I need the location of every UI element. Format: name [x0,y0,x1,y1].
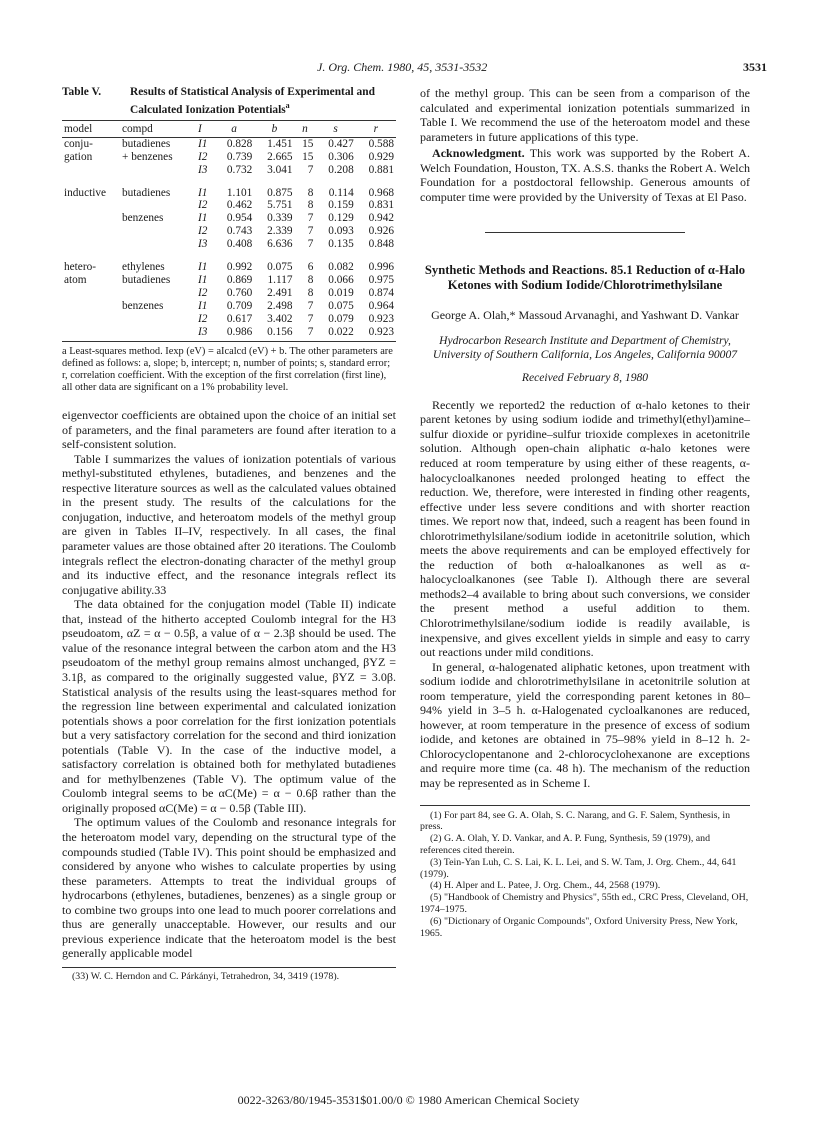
cell-b: 0.075 [267,261,293,274]
cell-s: 0.306 [328,150,354,163]
table-row [62,238,396,251]
cell-a: 0.828 [226,137,253,150]
cell-b: 1.451 [267,137,293,150]
right-continuation-paragraph: of the methyl group. This can be seen from a comparison of the calculated and experimental ionization potentials summarized in Table I. We recommend the use of the heteroatom model and these parameters in future applications of this type. [420,86,750,144]
cell-n: 7 [295,326,316,342]
cell-compd [120,326,196,342]
table-v-body [62,137,396,342]
cell-i: I2 [198,286,208,299]
cell-model [62,199,120,212]
cell-compd: butadienes [122,186,171,199]
acknowledgment-heading: Acknowledgment. [432,146,525,161]
cell-r: 0.929 [368,150,394,163]
page-number: 3531 [743,60,767,74]
cell-i: I1 [198,212,208,225]
table-v-label: Table V. [62,86,102,98]
table-v-caption [62,86,396,117]
cell-i: I2 [198,150,208,163]
cell-a: 0.709 [226,299,253,312]
col-header-n: n [295,120,316,137]
table-row [62,251,396,274]
cell-a: 0.760 [226,286,253,299]
cell-n: 8 [307,199,314,212]
table-v-header-row [62,120,396,137]
cell-b: 6.636 [267,238,293,251]
cell-model [62,212,120,225]
cell-b: 1.117 [267,273,293,286]
cell-b: 3.041 [267,163,293,176]
cell-n: 7 [307,238,314,251]
cell-r: 0.923 [356,326,396,342]
col-header-b: b [254,120,294,137]
table-row [62,212,396,225]
cell-r: 0.881 [368,163,394,176]
footnote-2: (2) G. A. Olah, Y. D. Vankar, and A. P. Fung, Synthesis, 59 (1979), and references cited therein. [420,833,711,856]
right-paragraph-1: Recently we reported2 the reduction of α-halo ketones to their parent ketones by using sodium iodide and trimethyl(ethyl)amine–sulfur dioxide or pyridine–sulfur trioxide complexes in acetonitrile solution. Although open-chain aliphatic α-halo ketones were reduced at room temperature by using either of these reagents, α-halocycloalkanones needed prolonged heating to effect the reduction. We, therefore, were interested in finding other reagents, effective under less severe conditions and with shorter reaction times. We report now that, indeed, such a reagent has been found in chlorotrimethylsilane/sodium iodide in acetonitrile solution, which meets the above requirements and can be employed effectively for the reduction of both α-haloalkanones as well as α-halocycloalkanones (see Table I). Although there are several methods2–4 available to bring about such conversions, we consider the present method a useful addition to them. Chlorotrimethylsilane/sodium iodide is readily available, is inexpensive, and gives excellent yields in simple and easy to carry out reactions under mild conditions. [420,397,750,660]
left-paragraph-4: The optimum values of the Coulomb and resonance integrals for the heteroatom model vary, depending on the structural type of the compounds studied (Table IV). This point should be emphasized and considered by anyone who wishes to calculate properties by using these parameters. Attempts to treat the individual groups of hydrocarbons (ethylenes, butadienes, benzenes) as a single group or to combine two groups into one lead to much poorer correlations and thus are generally unacceptable. However, our results and our previous experience indicate that the heteroatom model is the best generally applicable model [62,815,396,961]
cell-model [62,287,120,300]
cell-a: 0.462 [226,199,253,212]
cell-a: 0.732 [226,163,253,176]
cell-compd: butadienes [122,273,171,286]
cell-r: 0.996 [368,261,394,274]
cell-compd [120,164,196,177]
cell-i: I3 [198,163,208,176]
cell-r: 0.964 [368,299,394,312]
cell-i: I2 [198,199,208,212]
cell-n: 8 [307,273,314,286]
col-header-model: model [62,120,120,137]
cell-model [62,326,120,342]
cell-i: I3 [196,326,214,342]
cell-r: 0.975 [368,273,394,286]
cell-s: 0.079 [328,312,354,325]
article-authors: George A. Olah,* Massoud Arvanaghi, and Yashwant D. Vankar [431,308,739,323]
cell-n: 8 [307,286,314,299]
received-date: Received February 8, 1980 [521,370,649,384]
table-v-title-note-mark: a [285,101,290,110]
cell-a: 0.869 [226,273,253,286]
cell-r: 0.926 [368,225,394,238]
footnote-1: (1) For part 84, see G. A. Olah, S. C. Narang, and G. F. Salem, Synthesis, in press. [420,809,731,833]
cell-s: 0.082 [328,261,354,274]
cell-b: 2.491 [267,286,293,299]
table-v-title: Results of Statistical Analysis of Experimental and Calculated Ionization Potentials$^a$ [130,86,375,116]
left-paragraph-1: eigenvector coefficients are obtained upon the choice of an initial set of parameters, and the final parameters are found after iteration to a self-consistent solution. [62,408,396,452]
cell-model: inductive [64,186,107,199]
cell-model: hetero- [64,261,96,274]
cell-compd [120,238,196,251]
cell-i: I1 [198,186,208,199]
right-paragraph-2: In general, α-halogenated aliphatic ketones, upon treatment with sodium iodide and chlorotrimethylsilane in acetonitrile solution at room temperature, yield the corresponding parent ketones in 80–94% yield in 3–5 h. α-Halogenated cycloalkanones are reduced, however, at room temperature in the presence of excess of sodium iodide, and ketones are obtained in 75–98% yield in 8–12 h. 2-Chlorocyclopentanone and 2-chlorocyclohexanone are exceptions and require more time (ca. 48 h). The mechanism of the reduction may be represented as in Scheme I. [420,659,750,790]
running-head: J. Org. Chem. 1980, 45, 3531-3532 [317,60,488,74]
cell-r: 0.923 [368,312,394,325]
cell-r: 0.874 [368,286,394,299]
cell-a: 0.743 [226,225,253,238]
table-v [62,120,396,343]
cell-a: 0.617 [226,312,253,325]
cell-n: 15 [302,150,314,163]
cell-compd: butadienes [122,137,171,150]
cell-s: 0.022 [315,326,355,342]
cell-r: 0.942 [368,212,394,225]
article-affiliation: Hydrocarbon Research Institute and Department of Chemistry, University of Southern California, Los Angeles, California 90007 [432,334,738,361]
table-row [62,287,396,300]
cell-r: 0.848 [368,238,394,251]
table-row [62,313,396,326]
cell-n: 7 [307,312,314,325]
cell-compd: + benzenes [122,150,173,163]
cell-a: 0.992 [226,261,253,274]
cell-a: 0.739 [226,150,253,163]
left-footnote-rule [62,967,396,968]
cell-r: 0.588 [368,137,394,150]
cell-model: gation [64,150,93,163]
right-column [420,86,750,939]
cell-s: 0.129 [328,212,354,225]
footnote-6: (6) "Dictionary of Organic Compounds", Oxford University Press, New York, 1965. [420,915,738,939]
table-row [62,177,396,200]
cell-compd [120,199,196,212]
table-row [62,326,396,342]
cell-model [62,225,120,238]
cell-s: 0.159 [328,199,354,212]
cell-i: I3 [198,238,208,251]
right-footnote-rule [420,805,750,806]
cell-i: I1 [198,137,208,150]
col-header-s: s [315,120,355,137]
cell-s: 0.114 [328,186,354,199]
cell-s: 0.427 [328,137,354,150]
cell-n: 15 [302,137,314,150]
col-header-a: a [214,120,254,137]
cell-compd [120,287,196,300]
cell-i: I1 [198,273,208,286]
table-row [62,274,396,287]
cell-r: 0.968 [368,186,394,199]
left-paragraph-2: Table I summarizes the values of ionization potentials of various methyl-substituted ethylenes, butadienes, and benzenes and the respective literature sources as well as the calculated values obtained in the present study. The results of the calculations for the conjugation, inductive, and heteroatom models of the methyl group are given in Tables II–IV, respectively. In all cases, the final parameter values are those obtained after 20 iterations. The Coulomb integrals reflect the electron-donating character of the methyl group and its inductive effect, and the resonance integrals reflect its conjugative ability.33 [62,451,396,597]
cell-n: 8 [307,186,314,199]
cell-b: 0.875 [267,186,293,199]
cell-s: 0.066 [328,273,354,286]
article-title: Synthetic Methods and Reactions. 85.1 Reduction of α-Halo Ketones with Sodium Iodide/Chlorotrimethylsilane [424,263,746,292]
left-paragraph-3: The data obtained for the conjugation model (Table II) indicate that, instead of the hitherto accepted Coulomb integral for the H3 pseudoatom, αZ = α − 0.5β, a value of α − 2.3β should be used. The value of the resonance integral between the carbon atom and the H3 pseudoatom of the methyl group remains almost unchanged, βYZ = 3.1β, as compared to the originally suggested value, βYZ = 3.0β. Statistical analysis of the results using the least-squares method for the regression line between experimental and calculated ionization potentials shows a poor correlation for the first ionization potentials but a very satisfactory correlation for the second and third ionization potentials (Table V). In the case of the inductive model, a satisfactory correlation is obtained both for methylated butadienes and for methylbenzenes (Table V). The optimum value of the Coulomb integral seems to be αC(Me) = α − 0.6β rather than the originally proposed αC(Me) = α − 0.5β (Table III). [62,597,396,815]
cell-n: 7 [307,225,314,238]
col-header-r: r [356,120,396,137]
cell-model [62,238,120,251]
table-row [62,151,396,164]
cell-b: 3.402 [267,312,293,325]
acknowledgment [420,146,750,204]
cell-compd: ethylenes [122,261,165,274]
col-header-compd: compd [120,120,196,137]
cell-a: 0.954 [226,212,253,225]
cell-a: 0.408 [226,238,253,251]
table-row [62,300,396,313]
cell-model: atom [64,273,87,286]
table-row [62,199,396,212]
cell-s: 0.075 [328,299,354,312]
footnote-5: (5) "Handbook of Chemistry and Physics", 55th ed., CRC Press, Cleveland, OH, 1974–1975. [420,892,749,915]
table-row [62,225,396,238]
col-header-i: I [196,120,214,137]
cell-b: 0.156 [254,326,294,342]
cell-compd [120,313,196,326]
right-footnotes [420,810,750,940]
cell-n: 7 [307,163,314,176]
cell-a: 0.986 [214,326,254,342]
cell-a: 1.101 [226,186,253,199]
cell-s: 0.135 [328,238,354,251]
cell-n: 7 [307,212,314,225]
cell-n: 6 [307,261,314,274]
cell-b: 2.339 [267,225,293,238]
cell-i: I2 [198,312,208,325]
cell-i: I2 [198,225,208,238]
cell-compd: benzenes [122,299,164,312]
cell-r: 0.831 [368,199,394,212]
cell-s: 0.208 [328,163,354,176]
table-row [62,137,396,150]
footnote-33: (33) W. C. Herndon and C. Párkányi, Tetrahedron, 34, 3419 (1978). [72,970,340,982]
table-row [62,164,396,177]
left-column [62,86,396,982]
footnote-3: (3) Tein-Yan Luh, C. S. Lai, K. L. Lei, and S. W. Tam, J. Org. Chem., 44, 641 (1979). [420,856,737,880]
cell-compd: benzenes [122,212,164,225]
cell-model: conju- [64,137,93,150]
cell-b: 0.339 [267,212,293,225]
acknowledgment-text: This work was supported by the Robert A. Welch Foundation, Houston, TX. A.S.S. thanks the Robert A. Welch Foundation for a postdoctoral fellowship. Generous amounts of computer time were provided by the University of Texas at El Paso. [420,146,750,204]
cell-n: 7 [307,299,314,312]
cell-compd [120,225,196,238]
cell-i: I1 [198,261,208,274]
cell-i: I1 [198,299,208,312]
cell-b: 5.751 [267,199,293,212]
table-v-footnote: a Least-squares method. Iexp (eV) = aIcalcd (eV) + b. The other parameters are defined as follows: a, slope; b, intercept; n, number of points; s, standard error; r, correlation coefficient. With the exception of the first correlation (first line), all other data are significant on a 1% probability level. [62,346,393,394]
cell-model [62,300,120,313]
cell-b: 2.665 [267,150,293,163]
cell-s: 0.019 [328,286,354,299]
cell-model [62,313,120,326]
cell-model [62,164,120,177]
cell-b: 2.498 [267,299,293,312]
copyright-line: 0022-3263/80/1945-3531$01.00/0 © 1980 American Chemical Society [237,1093,580,1107]
cell-s: 0.093 [328,225,354,238]
footnote-4: (4) H. Alper and L. Patee, J. Org. Chem., 44, 2568 (1979). [430,880,661,892]
